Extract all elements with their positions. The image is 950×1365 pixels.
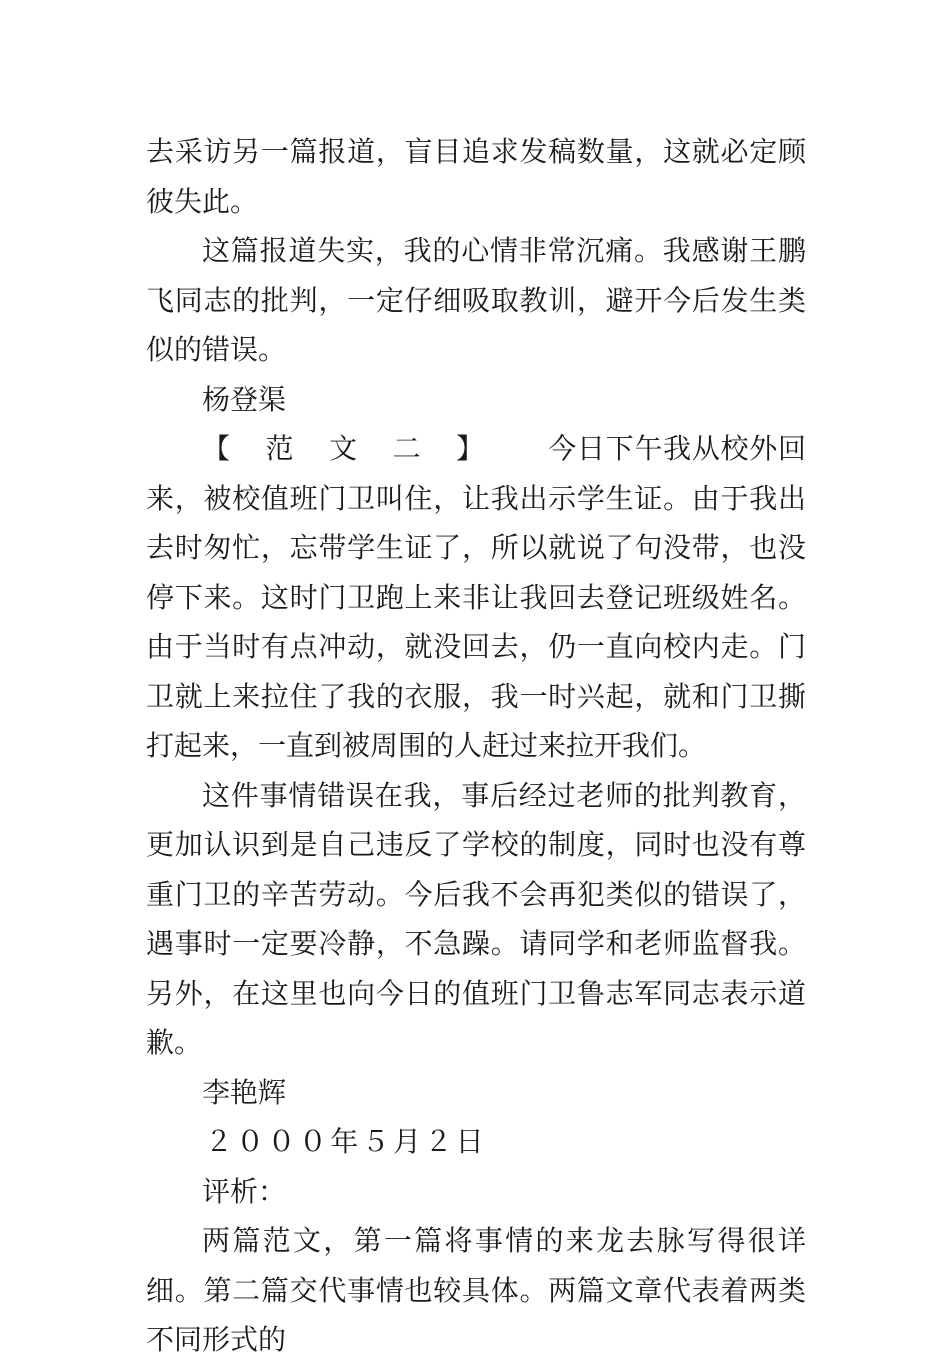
paragraph-continued: 去采访另一篇报道，盲目追求发稿数量，这就必定顾彼失此。 (146, 135, 806, 218)
date-line: ２０００年５月２日 (204, 1125, 488, 1158)
paragraph-apology: 这篇报道失实，我的心情非常沉痛。我感谢王鹏飞同志的批判，一定仔细吸取教训，避开今后发生类似的错误。 (146, 234, 806, 366)
signature-li: 李艳辉 (202, 1075, 287, 1109)
signature-yang: 杨登渠 (202, 382, 287, 416)
document-body (146, 127, 806, 1365)
analysis-label: 评析： (202, 1174, 287, 1208)
sample-two-heading: 【 范 文 二 】 (202, 432, 498, 465)
paragraph-analysis: 两篇范文，第一篇将事情的来龙去脉写得很详细。第二篇交代事情也较具体。两篇文章代表着两类不同形式的 (146, 1224, 806, 1356)
sample-two-body: 今日下午我从校外回来，被校值班门卫叫住，让我出示学生证。由于我出去时匆忙，忘带学生证了，所以就说了句没带，也没停下来。这时门卫跑上来非让我回去登记班级姓名。由于当时有点冲动，就没回去，仍一直向校内走。门卫就上来拉住了我的衣服，我一时兴起，就和门卫撕打起来，一直到被周围的人赶过来拉开我们。 (146, 432, 806, 762)
paragraph-reflection: 这件事情错误在我，事后经过老师的批判教育，更加认识到是自己违反了学校的制度，同时也没有尊重门卫的辛苦劳动。今后我不会再犯类似的错误了，遇事时一定要冷静，不急躁。请同学和老师监督我。另外，在这里也向今日的值班门卫鲁志军同志表示道歉。 (146, 778, 806, 1059)
paragraph-sample-two (146, 424, 806, 771)
